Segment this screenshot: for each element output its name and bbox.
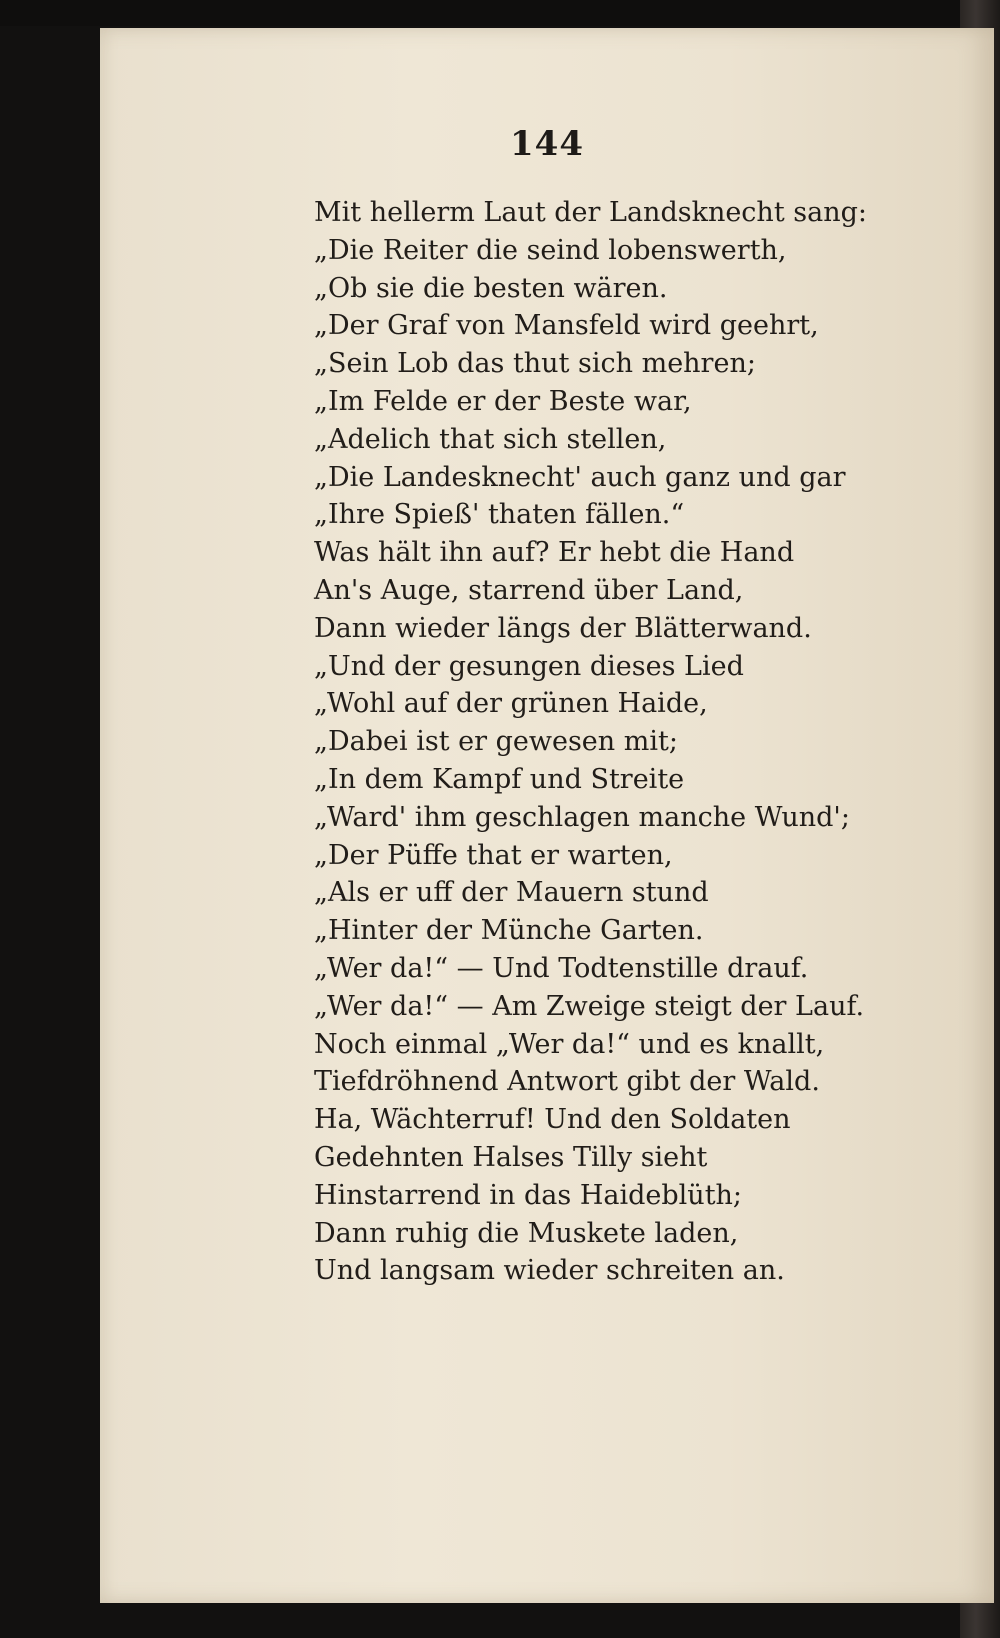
poem-line: „Dabei ist er gewesen mit; bbox=[314, 726, 678, 758]
poem-line: „Wohl auf der grünen Haide, bbox=[314, 688, 708, 720]
poem-line: „Adelich that sich stellen, bbox=[314, 423, 667, 455]
poem-line: Hinstarrend in das Haideblüth; bbox=[314, 1179, 743, 1211]
book-page bbox=[100, 28, 994, 1603]
poem-line: „Die Reiter die seind lobenswerth, bbox=[314, 234, 787, 266]
poem-line: „Und der gesungen dieses Lied bbox=[314, 650, 744, 682]
poem-line: Tiefdröhnend Antwort gibt der Wald. bbox=[314, 1066, 820, 1098]
poem-line: „Ward' ihm geschlagen manche Wund'; bbox=[314, 801, 850, 833]
poem-line: Dann wieder längs der Blätterwand. bbox=[314, 612, 812, 644]
poem-line: „Ihre Spieß' thaten fällen.“ bbox=[314, 499, 685, 531]
poem-line: Dann ruhig die Muskete laden, bbox=[314, 1217, 739, 1249]
poem-line: „Sein Lob das thut sich mehren; bbox=[314, 348, 756, 380]
page-number: 144 bbox=[510, 124, 584, 164]
poem-line: Gedehnten Halses Tilly sieht bbox=[314, 1141, 708, 1173]
poem-line: „In dem Kampf und Streite bbox=[314, 763, 685, 795]
poem-line: Mit hellerm Laut der Landsknecht sang: bbox=[314, 197, 867, 228]
poem-line: Ha, Wächterruf! Und den Soldaten bbox=[314, 1104, 791, 1136]
poem-text bbox=[314, 194, 867, 1290]
poem-line: Was hält ihn auf? Er hebt die Hand bbox=[314, 537, 795, 569]
poem-line: „Im Felde er der Beste war, bbox=[314, 385, 692, 417]
poem-line: Noch einmal „Wer da!“ und es knallt, bbox=[314, 1028, 825, 1060]
poem-line: An's Auge, starrend über Land, bbox=[314, 574, 744, 606]
poem-line: „Als er uff der Mauern stund bbox=[314, 877, 709, 909]
poem-line: „Der Püffe that er warten, bbox=[314, 839, 673, 871]
poem-line: „Der Graf von Mansfeld wird geehrt, bbox=[314, 310, 819, 342]
poem-line: „Ob sie die besten wären. bbox=[314, 272, 668, 304]
poem-line: „Die Landesknecht' auch ganz und gar bbox=[314, 461, 846, 493]
cover-top-edge bbox=[0, 0, 1000, 26]
poem-line: Und langsam wieder schreiten an. bbox=[314, 1255, 785, 1287]
poem-line: „Wer da!“ — Und Todtenstille drauf. bbox=[314, 952, 809, 984]
poem-line: „Wer da!“ — Am Zweige steigt der Lauf. bbox=[314, 990, 865, 1022]
poem-line: „Hinter der Münche Garten. bbox=[314, 915, 704, 947]
